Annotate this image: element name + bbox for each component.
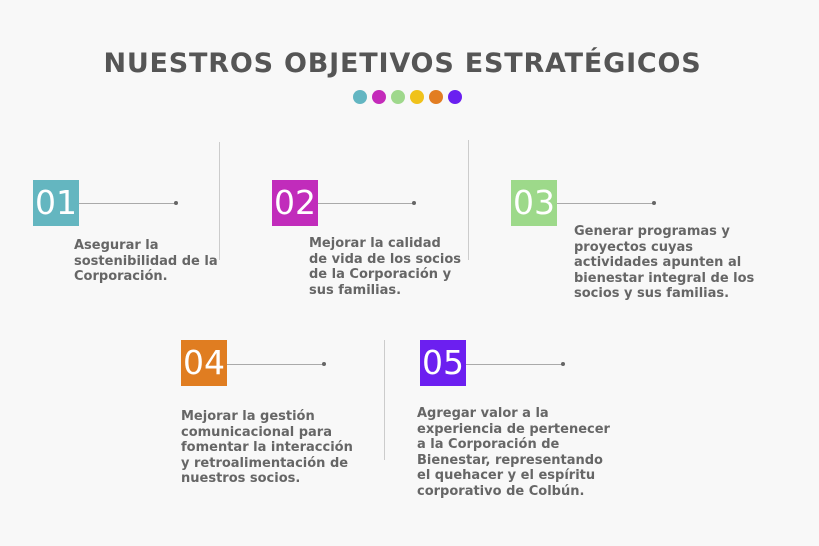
connector-dot — [412, 201, 416, 205]
color-dot — [372, 90, 386, 104]
objective-description: Generar programas y proyectos cuyas actividades apunten al bienestar integral de los socios y sus familias. — [574, 224, 755, 301]
color-dots — [353, 90, 462, 104]
objective-number-badge: 01 — [33, 180, 79, 226]
objective-number-badge: 03 — [511, 180, 557, 226]
connector-line — [466, 364, 563, 365]
objective-number-badge: 02 — [272, 180, 318, 226]
connector-line — [557, 203, 654, 204]
objective-description: Mejorar la gestión comunicacional para fomentar la interacción y retroalimentación de nuestros socios. — [181, 409, 353, 486]
connector-dot — [561, 362, 565, 366]
connector-dot — [174, 201, 178, 205]
connector-line — [318, 203, 414, 204]
connector-dot — [652, 201, 656, 205]
color-dot — [429, 90, 443, 104]
color-dot — [353, 90, 367, 104]
color-dot — [448, 90, 462, 104]
objective-number-badge: 05 — [420, 340, 466, 386]
connector-dot — [322, 362, 326, 366]
divider-line — [468, 140, 469, 260]
connector-line — [227, 364, 324, 365]
color-dot — [410, 90, 424, 104]
objective-description: Asegurar la sostenibilidad de la Corporación. — [74, 238, 218, 284]
objective-description: Mejorar la calidad de vida de los socios de la Corporación y sus familias. — [309, 236, 461, 298]
objective-description: Agregar valor a la experiencia de pertenecer a la Corporación de Bienestar, representando el quehacer y el espíritu corporativo de Colbún. — [417, 406, 610, 499]
divider-line — [384, 340, 385, 460]
connector-line — [79, 203, 176, 204]
color-dot — [391, 90, 405, 104]
objective-number-badge: 04 — [181, 340, 227, 386]
page-title: NUESTROS OBJETIVOS ESTRATÉGICOS — [103, 48, 702, 79]
